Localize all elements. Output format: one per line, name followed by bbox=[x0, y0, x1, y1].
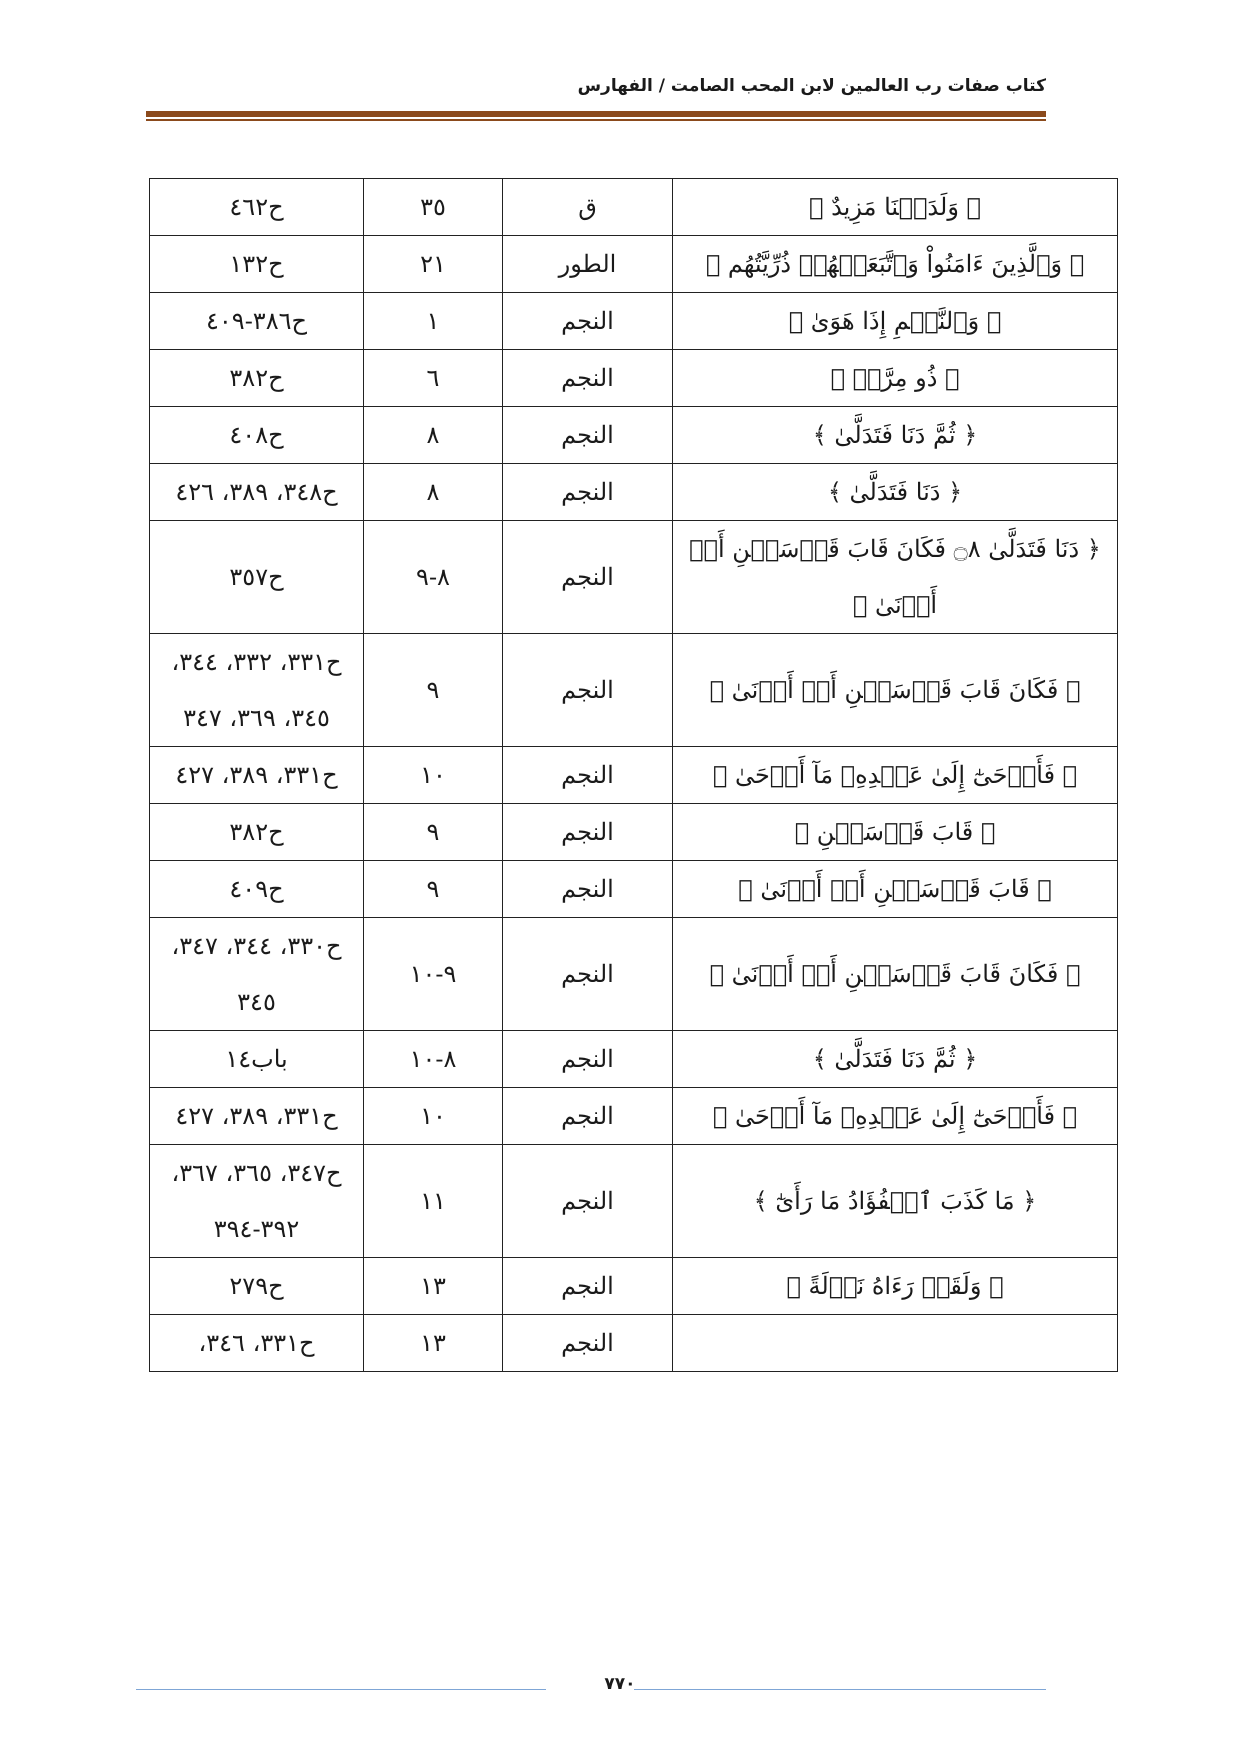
ayah-cell: ٨ bbox=[364, 464, 503, 521]
table-row bbox=[150, 179, 1118, 236]
table-row bbox=[150, 293, 1118, 350]
verse-cell: ﴿ فَأَوۡحَىٰٓ إِلَىٰ عَبۡدِهِۦ مَآ أَوۡحَىٰ ﴾ bbox=[673, 1088, 1118, 1145]
ayah-cell: ١٠ bbox=[364, 1088, 503, 1145]
ayah-cell: ٩ bbox=[364, 861, 503, 918]
ayah-cell: ٦ bbox=[364, 350, 503, 407]
ayah-cell: ٢١ bbox=[364, 236, 503, 293]
surah-cell: النجم bbox=[503, 747, 673, 804]
verse-cell: ﴿ فَأَوۡحَىٰٓ إِلَىٰ عَبۡدِهِۦ مَآ أَوۡحَىٰ ﴾ bbox=[673, 747, 1118, 804]
ayah-cell: ١٣ bbox=[364, 1258, 503, 1315]
verse-cell: ﴿ وَلَقَدۡ رَءَاهُ نَزۡلَةً ﴾ bbox=[673, 1258, 1118, 1315]
verse-cell: ﴿ فَكَانَ قَابَ قَوۡسَيۡنِ أَوۡ أَدۡنَىٰ ﴾ bbox=[673, 918, 1118, 1031]
reference-cell: ح٣٨٦-٤٠٩ bbox=[150, 293, 364, 350]
reference-cell: ح٣٤٧، ٣٦٥، ٣٦٧، ٣٩٢-٣٩٤ bbox=[150, 1145, 364, 1258]
reference-cell: ح٤٠٩ bbox=[150, 861, 364, 918]
surah-cell: النجم bbox=[503, 918, 673, 1031]
surah-cell: النجم bbox=[503, 1258, 673, 1315]
table-row bbox=[150, 804, 1118, 861]
footer-rule-left bbox=[136, 1689, 546, 1690]
table-row bbox=[150, 350, 1118, 407]
reference-cell: ح٣٣١، ٣٨٩، ٤٢٧ bbox=[150, 747, 364, 804]
ayah-cell: ١١ bbox=[364, 1145, 503, 1258]
table-row bbox=[150, 464, 1118, 521]
table-row bbox=[150, 634, 1118, 747]
reference-cell: ح٤٦٢ bbox=[150, 179, 364, 236]
footer-rule-right bbox=[634, 1689, 1046, 1690]
ayah-cell: ٣٥ bbox=[364, 179, 503, 236]
header-rule bbox=[146, 111, 1046, 117]
surah-cell: النجم bbox=[503, 521, 673, 634]
surah-cell: النجم bbox=[503, 1315, 673, 1372]
verse-cell: ﴿ قَابَ قَوۡسَيۡنِ أَوۡ أَدۡنَىٰ ﴾ bbox=[673, 861, 1118, 918]
surah-cell: النجم bbox=[503, 1031, 673, 1088]
ayah-cell: ١٠ bbox=[364, 747, 503, 804]
verse-cell: ﴿ ثُمَّ دَنَا فَتَدَلَّىٰ ﴾ bbox=[673, 1031, 1118, 1088]
ayah-cell: ٨-٩ bbox=[364, 521, 503, 634]
reference-cell: ح٤٠٨ bbox=[150, 407, 364, 464]
reference-cell: ح٣٣١، ٣٣٢، ٣٤٤، ٣٤٥، ٣٦٩، ٣٤٧ bbox=[150, 634, 364, 747]
verse-cell: ﴿ فَكَانَ قَابَ قَوۡسَيۡنِ أَوۡ أَدۡنَىٰ ﴾ bbox=[673, 634, 1118, 747]
table-row bbox=[150, 747, 1118, 804]
ayah-cell: ١٣ bbox=[364, 1315, 503, 1372]
verse-cell: ﴿ دَنَا فَتَدَلَّىٰ ﴾ bbox=[673, 464, 1118, 521]
table-row bbox=[150, 1088, 1118, 1145]
verse-cell: ﴿ ثُمَّ دَنَا فَتَدَلَّىٰ ﴾ bbox=[673, 407, 1118, 464]
verse-cell: ﴿ مَا كَذَبَ ٱلۡفُؤَادُ مَا رَأَىٰٓ ﴾ bbox=[673, 1145, 1118, 1258]
surah-cell: النجم bbox=[503, 634, 673, 747]
reference-cell: باب١٤ bbox=[150, 1031, 364, 1088]
surah-cell: النجم bbox=[503, 350, 673, 407]
table-row bbox=[150, 1258, 1118, 1315]
reference-cell: ح٣٣١، ٣٨٩، ٤٢٧ bbox=[150, 1088, 364, 1145]
reference-cell: ح٣٨٢ bbox=[150, 804, 364, 861]
surah-cell: النجم bbox=[503, 861, 673, 918]
ayah-cell: ١ bbox=[364, 293, 503, 350]
verse-index-table bbox=[149, 178, 1118, 1372]
table-row bbox=[150, 236, 1118, 293]
table-row bbox=[150, 861, 1118, 918]
surah-cell: النجم bbox=[503, 464, 673, 521]
verse-cell: ﴿ قَابَ قَوۡسَيۡنِ ﴾ bbox=[673, 804, 1118, 861]
verse-cell: ﴿ وَلَدَيۡنَا مَزِيدٌ ﴾ bbox=[673, 179, 1118, 236]
surah-cell: النجم bbox=[503, 293, 673, 350]
reference-cell: ح١٣٢ bbox=[150, 236, 364, 293]
verse-cell: ﴿ وَٱلَّذِينَ ءَامَنُواْ وَٱتَّبَعَتۡهُمۡ ذُرِّيَّتُهُم ﴾ bbox=[673, 236, 1118, 293]
surah-cell: النجم bbox=[503, 1088, 673, 1145]
surah-cell: النجم bbox=[503, 1145, 673, 1258]
verse-cell: ﴿ وَٱلنَّجۡمِ إِذَا هَوَىٰ ﴾ bbox=[673, 293, 1118, 350]
table-row bbox=[150, 1145, 1118, 1258]
surah-cell: النجم bbox=[503, 804, 673, 861]
reference-cell: ح٣٤٨، ٣٨٩، ٤٢٦ bbox=[150, 464, 364, 521]
table-row bbox=[150, 1031, 1118, 1088]
surah-cell: النجم bbox=[503, 407, 673, 464]
ayah-cell: ٨-١٠ bbox=[364, 1031, 503, 1088]
surah-cell: الطور bbox=[503, 236, 673, 293]
reference-cell: ح٣٥٧ bbox=[150, 521, 364, 634]
surah-cell: ق bbox=[503, 179, 673, 236]
reference-cell: ح٣٣١، ٣٤٦، bbox=[150, 1315, 364, 1372]
table-row bbox=[150, 521, 1118, 634]
table-row bbox=[150, 1315, 1118, 1372]
ayah-cell: ٨ bbox=[364, 407, 503, 464]
ayah-cell: ٩-١٠ bbox=[364, 918, 503, 1031]
reference-cell: ح٢٧٩ bbox=[150, 1258, 364, 1315]
reference-cell: ح٣٨٢ bbox=[150, 350, 364, 407]
verse-cell: ﴿ دَنَا فَتَدَلَّىٰ ۝٨ فَكَانَ قَابَ قَوۡسَيۡنِ أَوۡ أَدۡنَىٰ ﴾ bbox=[673, 521, 1118, 634]
verse-cell: ﴿ ذُو مِرَّةٖ ﴾ bbox=[673, 350, 1118, 407]
reference-cell: ح٣٣٠، ٣٤٤، ٣٤٧، ٣٤٥ bbox=[150, 918, 364, 1031]
header-rule-thin bbox=[146, 119, 1046, 121]
table-row bbox=[150, 407, 1118, 464]
ayah-cell: ٩ bbox=[364, 634, 503, 747]
ayah-cell: ٩ bbox=[364, 804, 503, 861]
page-number: ٧٧٠ bbox=[604, 1674, 636, 1694]
table-row bbox=[150, 918, 1118, 1031]
running-header: كتاب صفات رب العالمين لابن المحب الصامت / الفهارس bbox=[577, 76, 1046, 96]
verse-cell bbox=[673, 1315, 1118, 1372]
